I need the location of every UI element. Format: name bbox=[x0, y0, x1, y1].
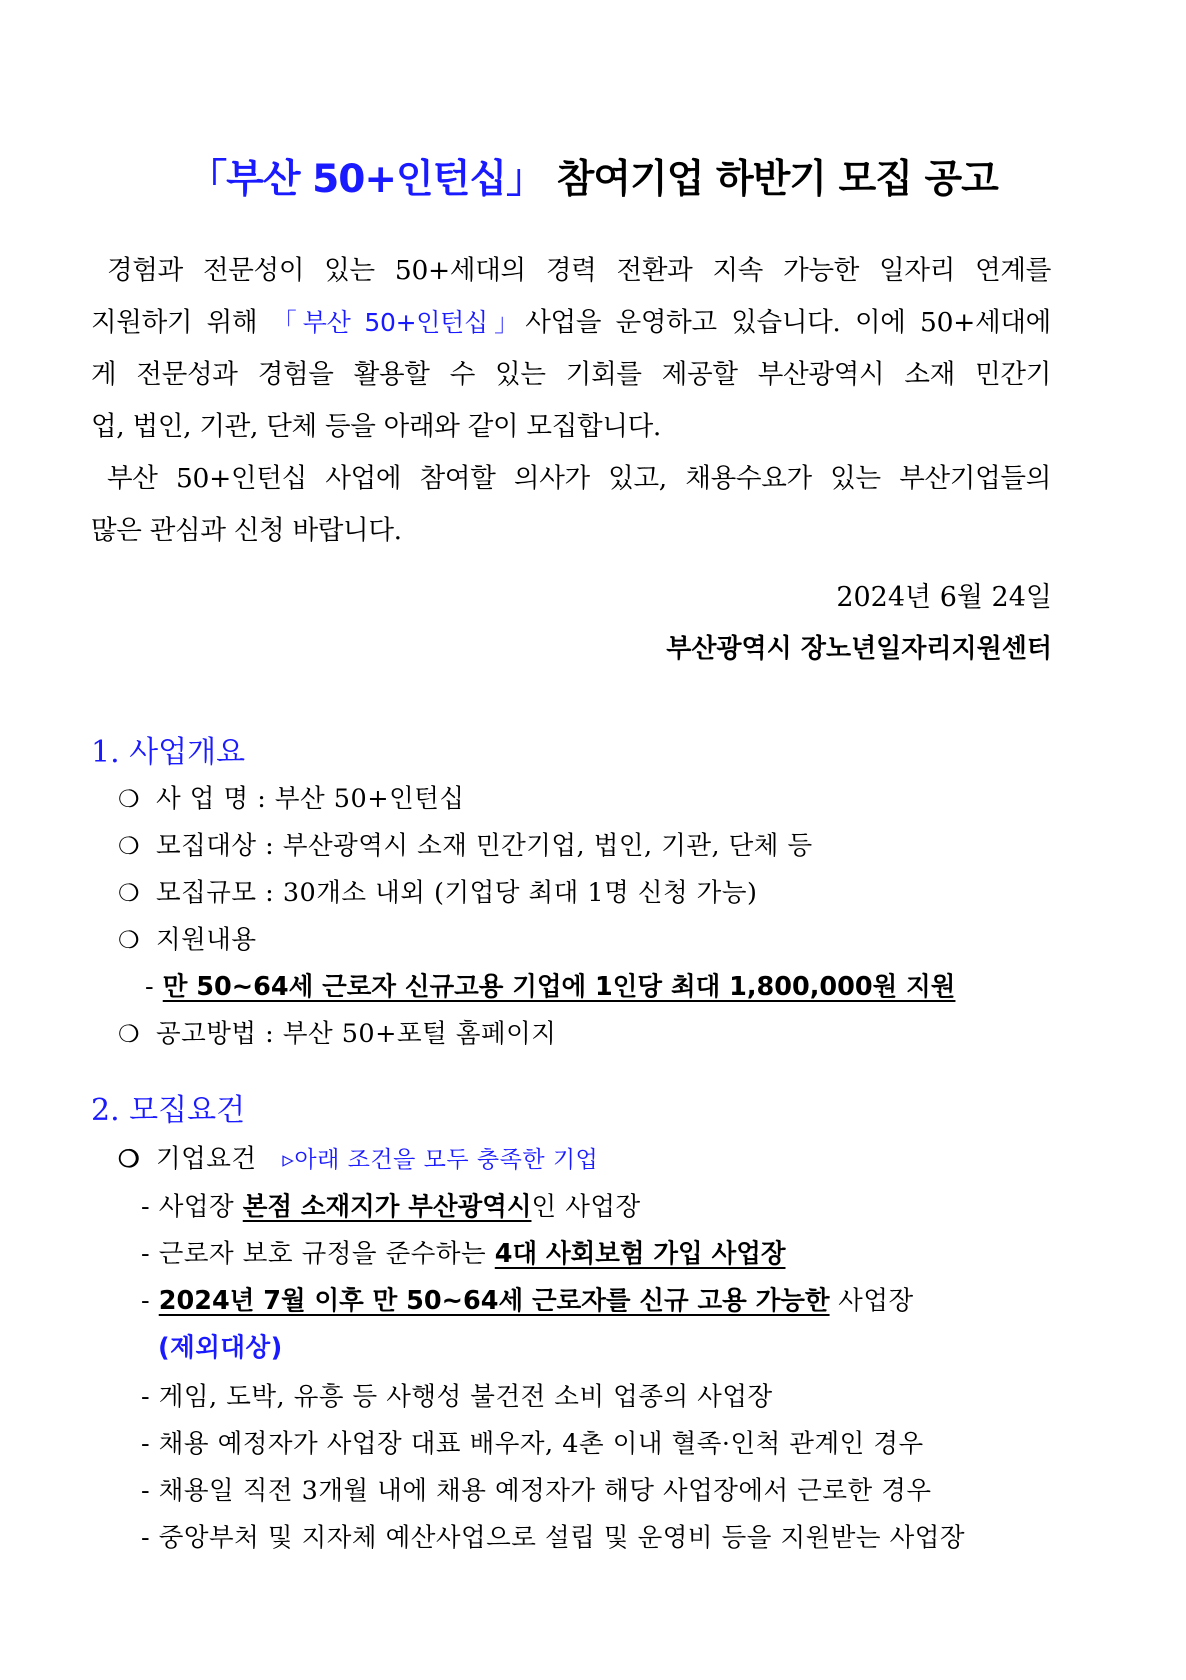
dash: - bbox=[141, 1429, 159, 1459]
title-close-bracket: 」 bbox=[506, 157, 545, 202]
intro-program-name: 「부산 50+인턴십」 bbox=[271, 308, 526, 337]
req-2 bbox=[141, 1234, 785, 1270]
company-req-note: ▹아래 조건을 모두 충족한 기업 bbox=[282, 1147, 599, 1173]
scale-text: 모집규모 : 30개소 내외 (기업당 최대 1명 신청 가능) bbox=[156, 878, 758, 908]
dash: - bbox=[141, 1286, 159, 1316]
company-req-item bbox=[118, 1139, 598, 1175]
bullet-icon: ❍ bbox=[118, 1144, 141, 1173]
bullet-icon: ❍ bbox=[118, 1020, 141, 1048]
announce-text: 공고방법 : 부산 50+포털 홈페이지 bbox=[156, 1019, 557, 1049]
req-3-strong: 2024년 7월 이후 만 50~64세 근로자를 신규 고용 가능한 bbox=[158, 1286, 830, 1316]
announce-item bbox=[118, 1014, 556, 1050]
page-title bbox=[0, 148, 1186, 204]
intro-line-2-pre: 지원하기 위해 bbox=[91, 307, 272, 338]
title-program-name: 부산 50+인턴십 bbox=[226, 157, 507, 202]
support-detail-item bbox=[145, 967, 955, 1003]
dash: - bbox=[141, 1476, 159, 1506]
project-name-text: 사 업 명 : 부산 50+인턴십 bbox=[156, 784, 465, 814]
req-3 bbox=[141, 1281, 914, 1317]
exclude-3-text: 채용일 직전 3개월 내에 채용 예정자가 해당 사업장에서 근로한 경우 bbox=[158, 1476, 932, 1506]
intro-line-5: 부산 50+인턴십 사업에 참여할 의사가 있고, 채용수요가 있는 부산기업들의 bbox=[107, 463, 1051, 494]
support-text: 지원내용 bbox=[156, 925, 257, 955]
intro-line-6: 많은 관심과 신청 바랍니다. bbox=[91, 515, 402, 546]
intro-line-4: 업, 법인, 기관, 단체 등을 아래와 같이 모집합니다. bbox=[91, 411, 662, 442]
target-item bbox=[118, 826, 813, 862]
company-req-text: 기업요건 bbox=[156, 1144, 257, 1174]
support-detail-text: 만 50~64세 근로자 신규고용 기업에 1인당 최대 1,800,000원 지원 bbox=[162, 972, 956, 1002]
exclude-heading: (제외대상) bbox=[158, 1333, 283, 1363]
bullet-icon: ❍ bbox=[118, 832, 141, 860]
dash: - bbox=[141, 1523, 159, 1553]
req-1-strong: 본점 소재지가 부산광역시 bbox=[242, 1192, 532, 1222]
exclude-1-text: 게임, 도박, 유흥 등 사행성 불건전 소비 업종의 사업장 bbox=[158, 1382, 773, 1412]
exclude-3 bbox=[141, 1471, 932, 1507]
dash: - bbox=[141, 1382, 159, 1412]
project-name-item bbox=[118, 779, 465, 815]
intro-line-1: 경험과 전문성이 있는 50+세대의 경력 전환과 지속 가능한 일자리 연계를 bbox=[107, 255, 1051, 286]
exclude-1 bbox=[141, 1377, 773, 1413]
section-1-heading: 1. 사업개요 bbox=[91, 735, 246, 770]
req-1-pre: 사업장 bbox=[158, 1192, 243, 1222]
exclude-4-text: 중앙부처 및 지자체 예산사업으로 설립 및 운영비 등을 지원받는 사업장 bbox=[158, 1523, 966, 1553]
support-item bbox=[118, 920, 257, 956]
bullet-icon: ❍ bbox=[118, 785, 141, 813]
req-1 bbox=[141, 1187, 641, 1223]
bullet-icon: ❍ bbox=[118, 926, 141, 954]
intro-line-3: 게 전문성과 경험을 활용할 수 있는 기회를 제공할 부산광역시 소재 민간기 bbox=[91, 359, 1051, 390]
title-open-bracket: 「 bbox=[188, 157, 227, 202]
dash: - bbox=[141, 1239, 159, 1269]
exclude-2 bbox=[141, 1424, 924, 1460]
section-2-heading: 2. 모집요건 bbox=[91, 1093, 246, 1128]
req-2-strong: 4대 사회보험 가입 사업장 bbox=[494, 1239, 786, 1269]
intro-line-2-post: 사업을 운영하고 있습니다. 이에 50+세대에 bbox=[525, 307, 1051, 338]
req-2-pre: 근로자 보호 규정을 준수하는 bbox=[158, 1239, 495, 1269]
title-rest: 참여기업 하반기 모집 공고 bbox=[544, 157, 998, 202]
req-1-post: 인 사업장 bbox=[531, 1192, 641, 1222]
intro-line-2 bbox=[91, 297, 1051, 349]
exclude-2-text: 채용 예정자가 사업장 대표 배우자, 4촌 이내 혈족·인척 관계인 경우 bbox=[158, 1429, 924, 1459]
target-text: 모집대상 : 부산광역시 소재 민간기업, 법인, 기관, 단체 등 bbox=[156, 831, 813, 861]
scale-item bbox=[118, 873, 757, 909]
req-3-post: 사업장 bbox=[829, 1286, 914, 1316]
organization-name: 부산광역시 장노년일자리지원센터 bbox=[666, 634, 1052, 664]
support-detail-dash: - bbox=[145, 972, 163, 1002]
bullet-icon: ❍ bbox=[118, 879, 141, 907]
exclude-4 bbox=[141, 1518, 965, 1554]
notice-date: 2024년 6월 24일 bbox=[836, 582, 1052, 613]
dash: - bbox=[141, 1192, 159, 1222]
